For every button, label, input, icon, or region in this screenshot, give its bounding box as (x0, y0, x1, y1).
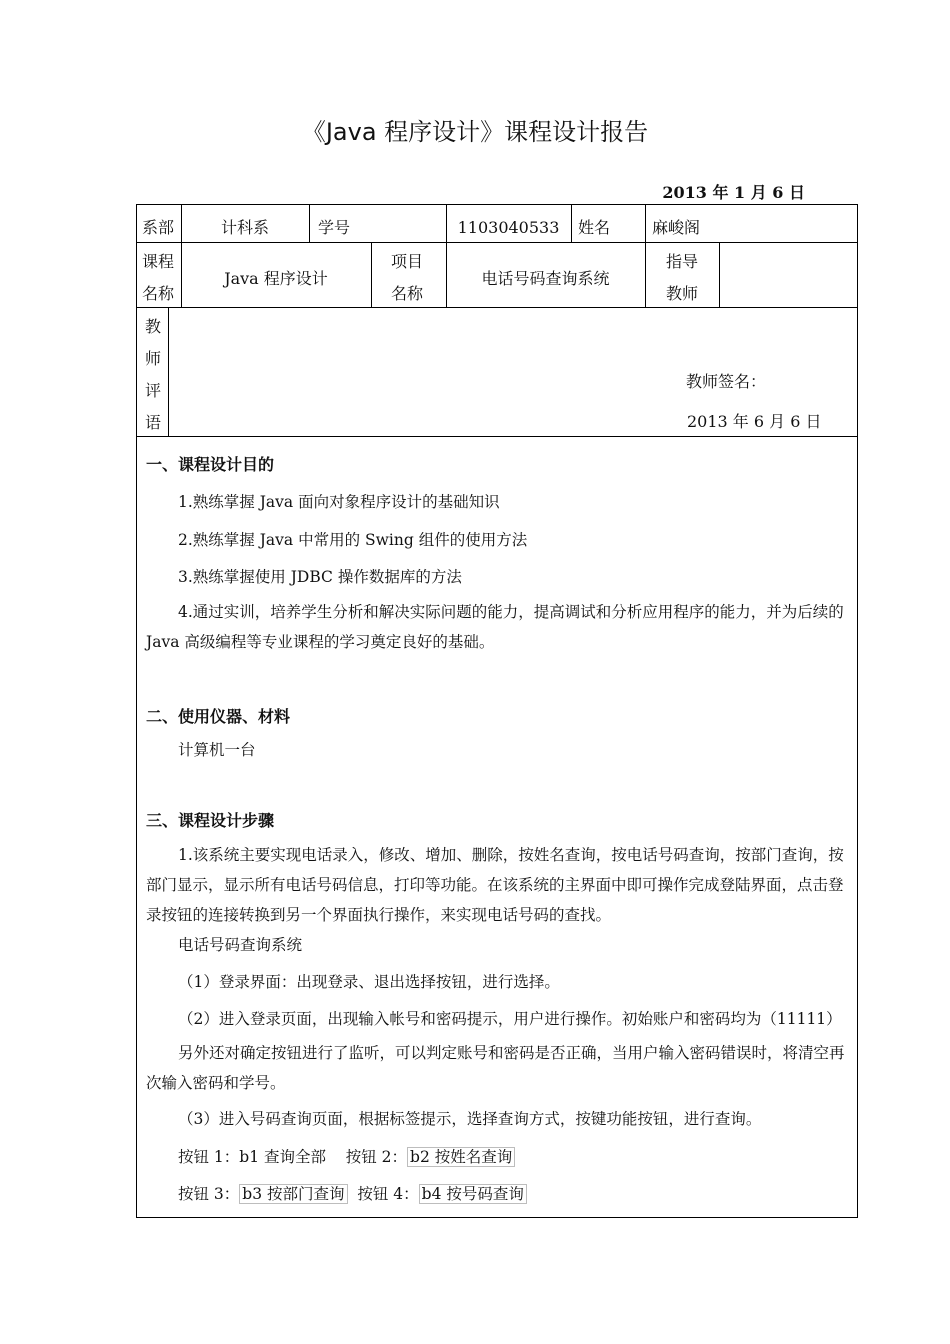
steps-line: （3）进入号码查询页面，根据标签提示，选择查询方式，按键功能按钮，进行查询。 (178, 1110, 762, 1128)
steps-paragraph (146, 1038, 852, 1098)
col-divider (371, 242, 372, 307)
comment-label-char: 语 (145, 413, 162, 432)
steps-line: 电话号码查询系统 (178, 936, 303, 954)
section-title: 二、使用仪器、材料 (146, 707, 291, 726)
section-title: 一、课程设计目的 (146, 455, 275, 474)
button-4-value: b4 按号码查询 (419, 1184, 527, 1204)
objective-item: 1.熟练掌握 Java 面向对象程序设计的基础知识 (178, 493, 500, 511)
section-title: 三、课程设计步骤 (146, 811, 275, 830)
button-2-value: b2 按姓名查询 (407, 1147, 515, 1167)
button-list-row (178, 1145, 515, 1167)
course-value: Java 程序设计 (224, 269, 328, 288)
button-3-label: 按钮 3： (178, 1185, 240, 1203)
steps-text: 另外还对确定按钮进行了监听，可以判定账号和密码是否正确，当用户输入密码错误时，将清空再次输入密码和学号。 (146, 1044, 845, 1092)
advisor-label: 指导 (666, 252, 699, 271)
report-title: 《Java 程序设计》课程设计报告 (301, 118, 649, 146)
button-2-label: 按钮 2： (345, 1148, 408, 1166)
col-divider (168, 307, 169, 436)
comment-date: 2013 年 6 月 6 日 (687, 412, 822, 431)
dept-label: 系部 (142, 218, 175, 237)
course-label: 名称 (142, 284, 175, 303)
objective-item (146, 597, 852, 657)
objective-item: 3.熟练掌握使用 JDBC 操作数据库的方法 (178, 568, 462, 586)
steps-text: 1.该系统主要实现电话录入，修改、增加、删除，按姓名查询，按电话号码查询，按部门查询，按部门显示，显示所有电话号码信息，打印等功能。在该系统的主界面中即可操作完成登陆界面，点击登录按钮的连接转换到另一个界面执行操作，来实现电话号码的查找。 (146, 846, 844, 924)
project-value: 电话号码查询系统 (481, 269, 610, 288)
row-divider (136, 307, 858, 308)
col-divider (645, 242, 646, 307)
button-list-row (178, 1182, 527, 1204)
project-label: 名称 (391, 284, 424, 303)
steps-paragraph (146, 840, 852, 930)
teacher-signature-label: 教师签名： (686, 372, 767, 391)
steps-line: （2）进入登录页面，出现输入帐号和密码提示，用户进行操作。初始账户和密码均为（11111） (178, 1010, 842, 1028)
objective-text: 4.通过实训，培养学生分析和解决实际问题的能力，提高调试和分析应用程序的能力，并为后续的 Java 高级编程等专业课程的学习奠定良好的基础。 (146, 603, 844, 651)
name-label: 姓名 (578, 218, 611, 237)
button-4-label: 按钮 4： (357, 1185, 419, 1203)
steps-line: （1）登录界面：出现登录、退出选择按钮，进行选择。 (178, 973, 560, 991)
comment-label-char: 教 (145, 317, 162, 336)
materials-text: 计算机一台 (178, 741, 256, 759)
col-divider (719, 242, 720, 307)
project-label: 项目 (391, 252, 424, 271)
name-value: 麻峻阁 (652, 218, 701, 237)
comment-label-char: 评 (145, 381, 162, 400)
student-id-label: 学号 (318, 218, 351, 237)
course-label: 课程 (142, 252, 175, 271)
col-divider (309, 204, 310, 242)
col-divider (571, 204, 572, 242)
objective-item: 2.熟练掌握 Java 中常用的 Swing 组件的使用方法 (178, 531, 528, 549)
col-divider (645, 204, 646, 242)
button-1-text: 按钮 1：b1 查询全部 (178, 1148, 326, 1166)
button-3-value: b3 按部门查询 (239, 1184, 347, 1204)
report-date: 2013 年 1 月 6 日 (662, 183, 805, 202)
student-id-value: 1103040533 (457, 218, 560, 237)
advisor-label: 教师 (666, 284, 699, 303)
dept-value: 计科系 (220, 218, 269, 237)
comment-label-char: 师 (145, 349, 162, 368)
